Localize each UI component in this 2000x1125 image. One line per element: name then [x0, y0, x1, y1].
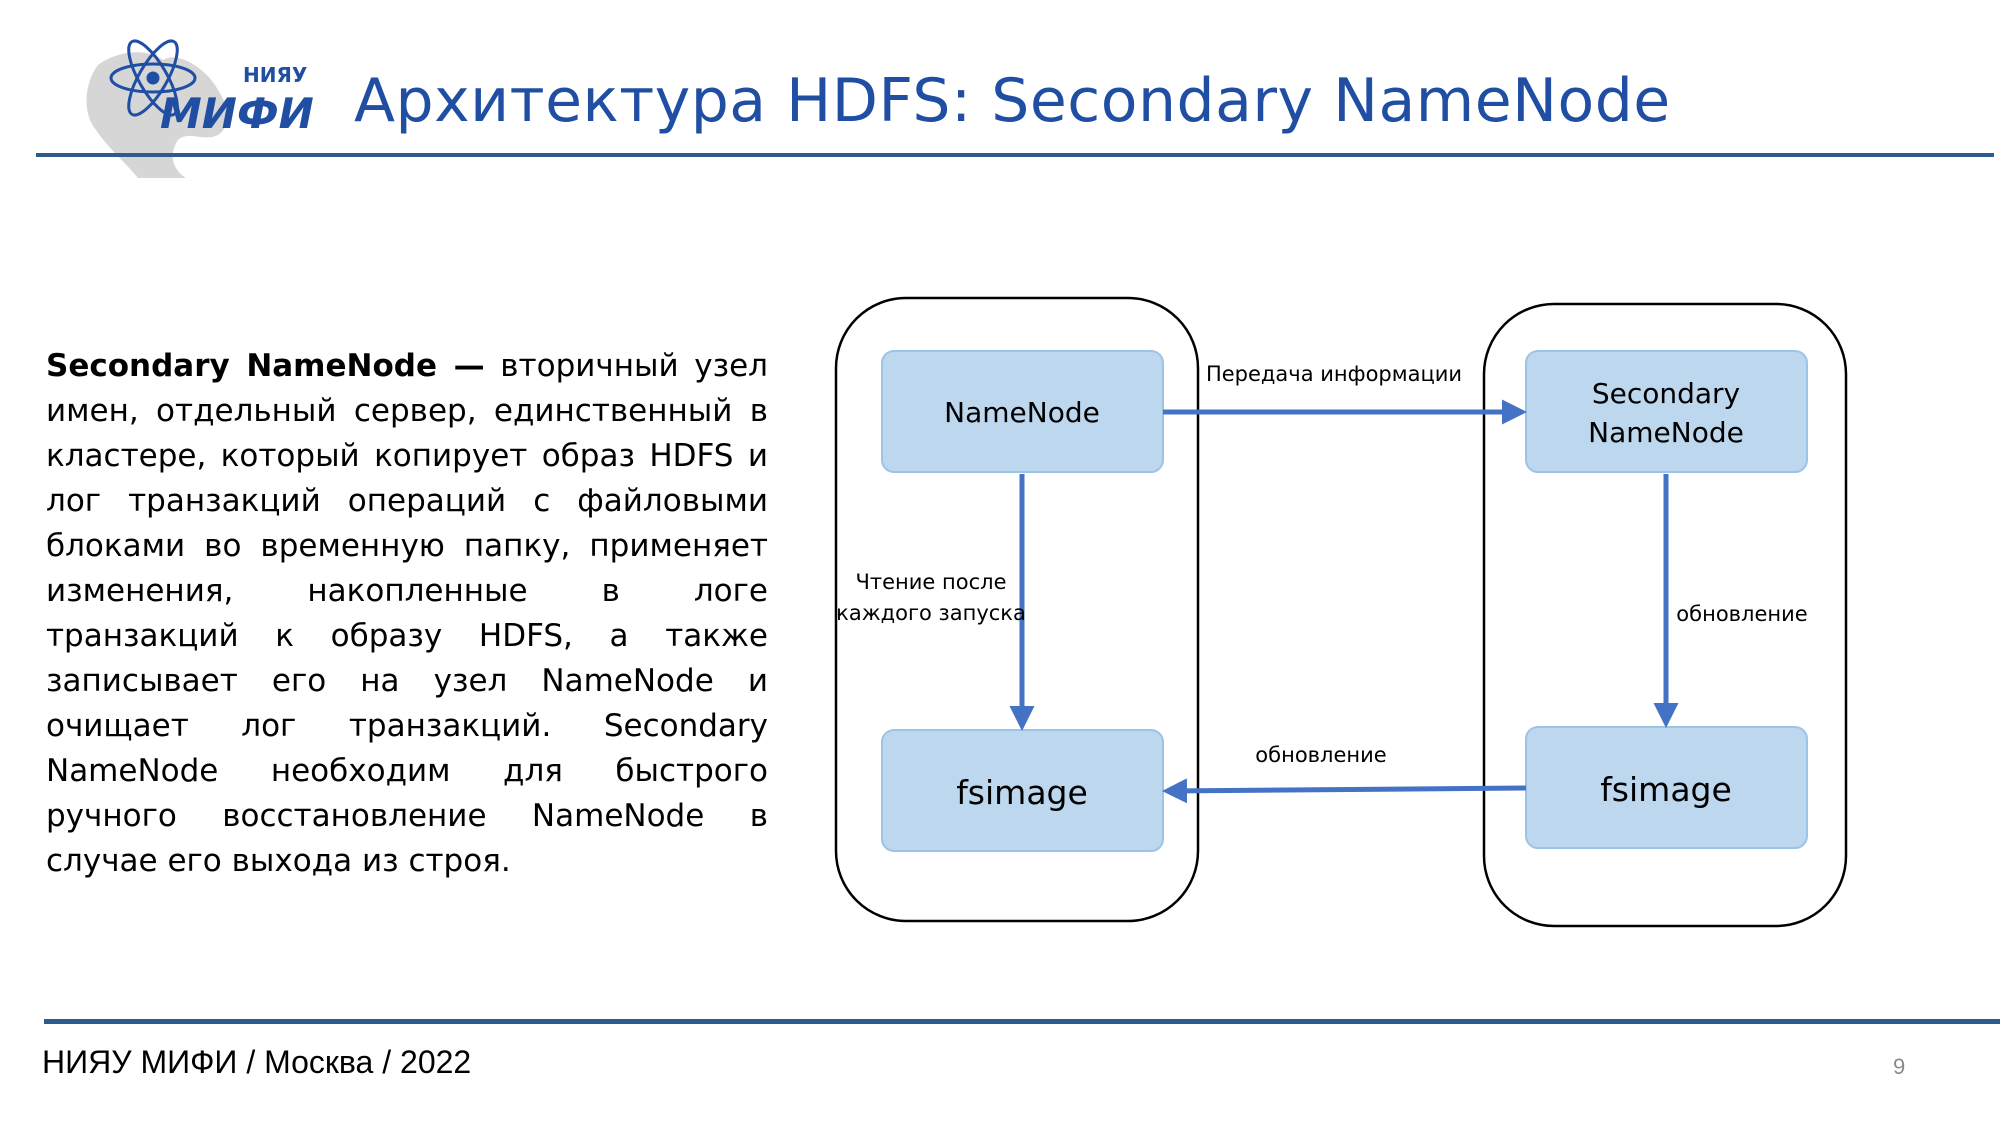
namenode-label: NameNode	[944, 396, 1100, 429]
secondary-namenode-box	[1526, 351, 1807, 472]
read-label-line2: каждого запуска	[836, 601, 1026, 625]
footer-text: НИЯУ МИФИ / Москва / 2022	[42, 1044, 472, 1080]
logo-big-text: МИФИ	[160, 89, 314, 138]
slide-title: Архитектура HDFS: Secondary NameNode	[354, 66, 1671, 136]
logo-small-text: НИЯУ	[243, 63, 308, 87]
footer-divider	[44, 1019, 2000, 1024]
page-number: 9	[1893, 1054, 1906, 1079]
left-fsimage-label: fsimage	[956, 773, 1088, 812]
term-secondary-namenode: Secondary NameNode —	[46, 348, 485, 384]
secondary-label-line1: Secondary	[1591, 377, 1741, 410]
read-label-line1: Чтение после	[855, 570, 1007, 594]
update-bottom-label: обновление	[1255, 743, 1387, 767]
transfer-label: Передача информации	[1205, 362, 1463, 386]
right-fsimage-label: fsimage	[1600, 770, 1732, 809]
arrow-update-bottom	[1167, 788, 1526, 791]
update-right-label: обновление	[1676, 602, 1808, 626]
definition-text: вторичный узел имен, отдельный сервер, единственный в кластере, который копирует образ HDFS и лог транзакций операций с файловыми блоками во временную папку, применяет изменения, накопленные в логе транзакций к образу HDFS, а также записывает его на узел NameNode и очищает лог транзакций. Secondary NameNode необходим для быстрого ручного восстановление NameNode в случае его выхода из строя.	[46, 348, 768, 879]
secondary-label-line2: NameNode	[1588, 416, 1744, 449]
